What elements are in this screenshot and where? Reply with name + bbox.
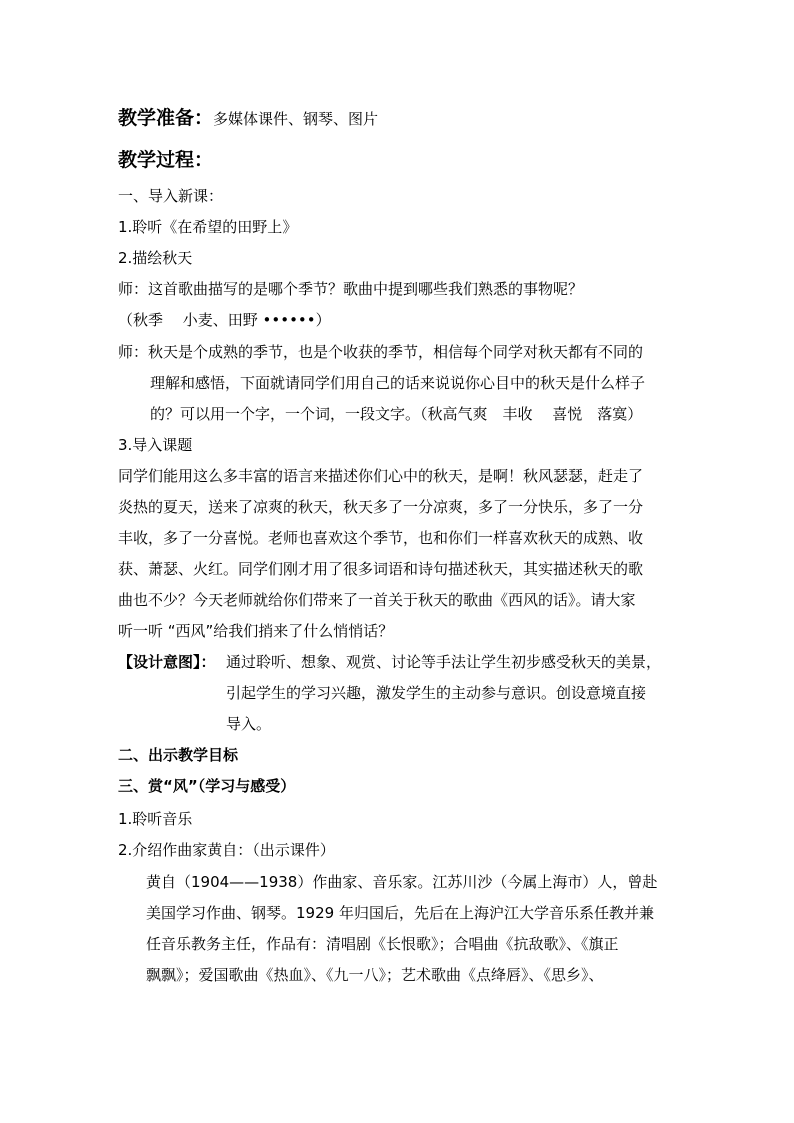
design-intent-line-3: 导入。	[226, 715, 272, 733]
design-intent-label: 【设计意图】：	[118, 653, 216, 671]
paragraph-line-6: 听一听 “西风”给我们捎来了什么悄悄话？	[118, 622, 394, 640]
section-3-item-2: 2.介绍作曲家黄自：（出示课件）	[118, 841, 335, 859]
teaching-prep-heading: 教学准备：	[118, 107, 214, 129]
teacher-remark-line-3: 的？可以用一个字，一个词，一段文字。（秋高气爽 丰收 喜悦 落寞）	[150, 405, 643, 423]
teaching-prep-text: 多媒体课件、钢琴、图片	[213, 110, 379, 128]
design-intent-line-1: 通过聆听、想象、观赏、讨论等手法让学生初步感受秋天的美景，	[226, 653, 662, 671]
composer-bio-line-2: 美国学习作曲、钢琴。1929 年归国后，先后在上海沪江大学音乐系任教并兼	[146, 904, 654, 922]
paragraph-line-2: 炎热的夏天，送来了凉爽的秋天，秋天多了一分凉爽，多了一分快乐，多了一分	[118, 498, 644, 516]
section-3-heading: 三、赏“风”（学习与感受）	[118, 777, 296, 795]
intro-step-2: 2.描绘秋天	[118, 249, 193, 267]
teaching-prep-line	[118, 106, 378, 131]
paragraph-line-3: 丰收，多了一分喜悦。老师也喜欢这个季节，也和你们一样喜欢秋天的成熟、收	[118, 529, 644, 547]
student-answer: （秋季 小麦、田野 ••••••）	[118, 311, 331, 329]
intro-step-1: 1.聆听《在希望的田野上》	[118, 218, 298, 236]
composer-bio-line-4: 飘飘》；爱国歌曲《热血》、《九一八》；艺术歌曲《点绛唇》、《思乡》、	[146, 966, 604, 984]
section-2-heading: 二、出示教学目标	[118, 746, 239, 764]
composer-bio-line-1: 黄自（1904——1938）作曲家、音乐家。江苏川沙（今属上海市）人，曾赴	[146, 873, 658, 891]
paragraph-line-1: 同学们能用这么多丰富的语言来描述你们心中的秋天，是啊！秋风瑟瑟，赶走了	[118, 467, 644, 485]
paragraph-line-4: 获、萧瑟、火红。同学们刚才用了很多词语和诗句描述秋天，其实描述秋天的歌	[118, 560, 644, 578]
intro-section-title: 一、导入新课：	[118, 187, 224, 205]
composer-bio-line-3: 任音乐教务主任，作品有：清唱剧《长恨歌》；合唱曲《抗敌歌》、《旗正	[146, 935, 619, 953]
design-intent-line-2: 引起学生的学习兴趣，激发学生的主动参与意识。创设意境直接	[226, 684, 647, 702]
intro-step-3: 3.导入课题	[118, 436, 193, 454]
teacher-remark-line-2: 理解和感悟，下面就请同学们用自己的话来说说你心目中的秋天是什么样子	[150, 374, 646, 392]
teacher-remark-line-1: 师：秋天是个成熟的季节，也是个收获的季节，相信每个同学对秋天都有不同的	[118, 343, 644, 361]
section-3-item-1: 1.聆听音乐	[118, 810, 193, 828]
teaching-process-heading: 教学过程：	[118, 149, 214, 171]
paragraph-line-5: 曲也不少？今天老师就给你们带来了一首关于秋天的歌曲《西风的话》。请大家	[118, 591, 636, 609]
teacher-question: 师：这首歌曲描写的是哪个季节？歌曲中提到哪些我们熟悉的事物呢？	[118, 280, 584, 298]
